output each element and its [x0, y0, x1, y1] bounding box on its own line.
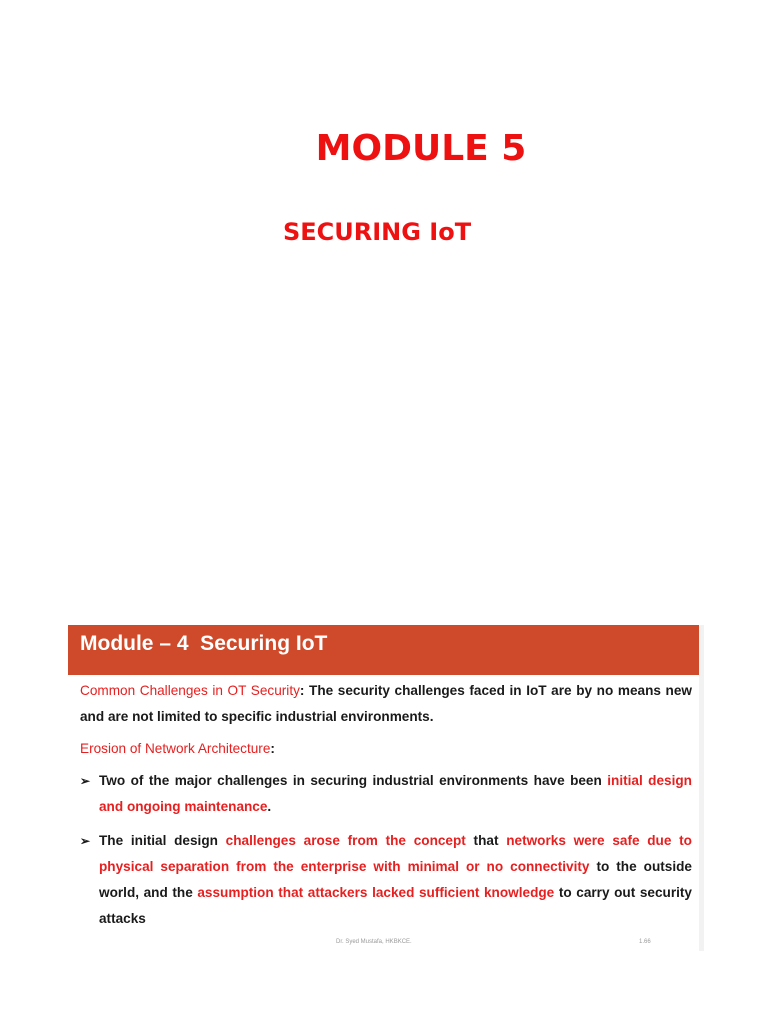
slide-edge-divider [699, 625, 704, 951]
erosion-heading: Erosion of Network Architecture [80, 741, 271, 756]
common-challenges-paragraph [80, 678, 692, 730]
slide-footer-author: Dr. Syed Mustafa, HKBKCE. [336, 939, 412, 945]
bullet-2-highlight-3: assumption that attackers lacked sufficient knowledge [197, 885, 555, 900]
bullet-1-text: Two of the major challenges in securing industrial environments have been [99, 773, 608, 788]
module-title: MODULE 5 [315, 128, 527, 169]
common-challenges-text: : The security challenges faced in IoT are by no means new and are not limited to specific industrial environments. [80, 683, 692, 724]
bullet-2-highlight-2: networks were safe due to physical separation from the enterprise with minimal or no connectivity [99, 833, 692, 874]
slide-body [80, 678, 692, 940]
bullet-1-end: . [267, 799, 272, 814]
module-subtitle: SECURING IoT [282, 218, 472, 246]
bullet-2-text-1: The initial design [99, 833, 226, 848]
bullet-item-major-challenges [80, 768, 692, 820]
bullet-2-highlight-1: challenges arose from the concept [225, 833, 466, 848]
slide-header: Module – 4 Securing IoT [68, 625, 699, 675]
slide-image [68, 625, 704, 951]
bullet-2-text-4: to carry out security attacks [99, 885, 692, 926]
bullet-2-text-3: to the outside world, and the [99, 859, 692, 900]
arrowhead-bullet-icon: ➢ [80, 834, 91, 848]
arrowhead-bullet-icon: ➢ [80, 774, 91, 788]
slide-page-number: 1.66 [639, 939, 651, 945]
bullet-2-text-2: that [465, 833, 507, 848]
common-challenges-heading: Common Challenges in OT Security [80, 683, 300, 698]
bullet-1-highlight: initial design and ongoing maintenance [99, 773, 692, 814]
erosion-paragraph [80, 736, 692, 762]
bullet-item-initial-design [80, 828, 692, 932]
erosion-colon: : [270, 741, 275, 756]
